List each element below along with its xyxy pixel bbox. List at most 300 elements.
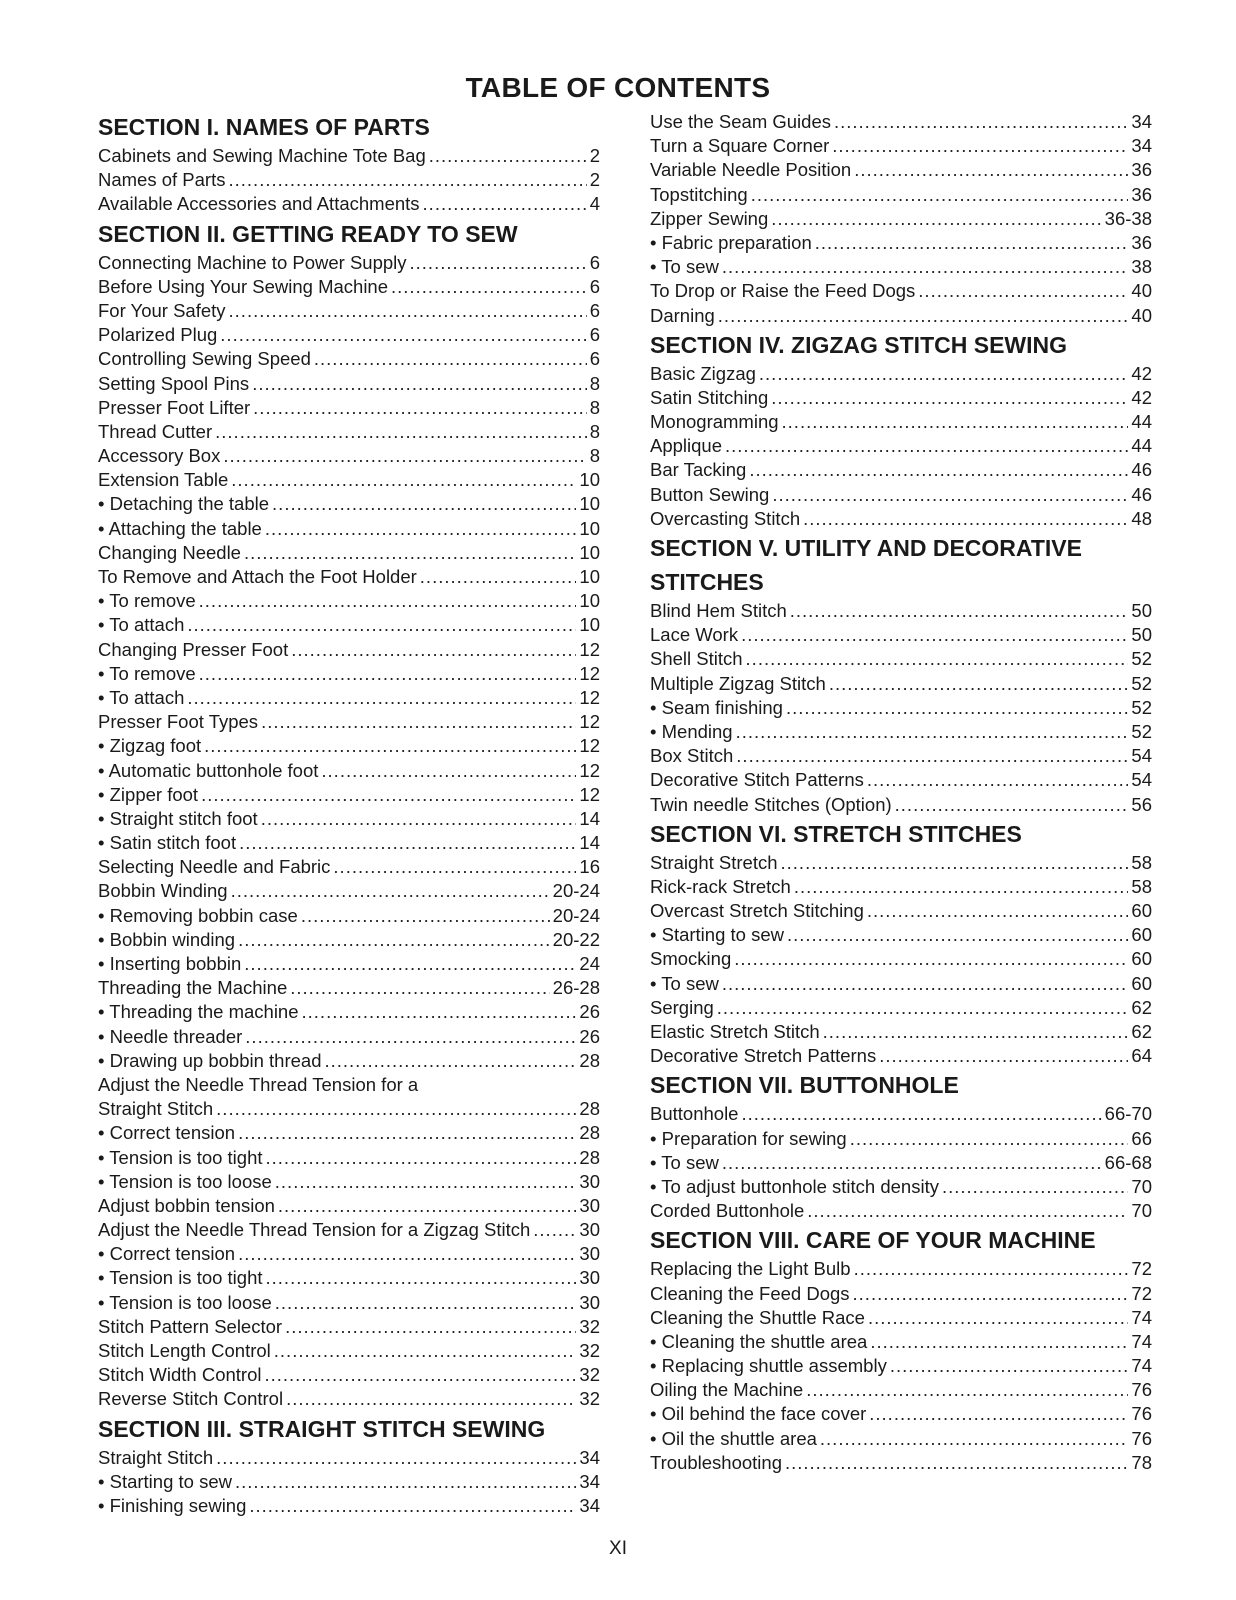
toc-entry-label: Buttonhole <box>650 1103 739 1125</box>
toc-entry-page: 66-68 <box>1104 1151 1152 1173</box>
dot-leader <box>772 483 1128 507</box>
toc-entry <box>98 1218 600 1242</box>
dot-leader <box>807 1199 1128 1223</box>
toc-entry-page: 6 <box>589 324 600 346</box>
toc-entry-page: 72 <box>1131 1258 1152 1280</box>
section-heading <box>650 531 1152 599</box>
toc-entry <box>98 565 600 589</box>
dot-leader <box>266 1146 577 1170</box>
toc-entry-page: 34 <box>1131 135 1152 157</box>
dot-leader <box>199 589 577 613</box>
dot-leader <box>751 183 1129 207</box>
dot-leader <box>238 1242 576 1266</box>
dot-leader <box>736 744 1128 768</box>
toc-entry-label: • Straight stitch foot <box>98 807 258 829</box>
dot-leader <box>410 251 587 275</box>
toc-entry-page: 66-70 <box>1104 1103 1152 1125</box>
toc-entry-label: Straight Stitch <box>98 1098 214 1120</box>
toc-entry <box>650 972 1152 996</box>
dot-leader <box>782 410 1129 434</box>
toc-entry-label: • Satin stitch foot <box>98 832 237 854</box>
section-heading-line: SECTION IV. ZIGZAG STITCH SEWING <box>650 331 1068 358</box>
toc-entry <box>650 1402 1152 1426</box>
toc-entry-page: 50 <box>1131 600 1152 621</box>
toc-entry-label: Thread Cutter <box>98 420 213 442</box>
dot-leader <box>265 517 577 541</box>
toc-entry-page: 30 <box>579 1243 600 1265</box>
toc-entry <box>98 1387 600 1411</box>
dot-leader <box>216 1446 576 1470</box>
toc-entry <box>98 1170 600 1194</box>
toc-entry-label: • Starting to sew <box>650 924 784 946</box>
toc-entry <box>98 1339 600 1363</box>
dot-leader <box>722 972 1129 996</box>
toc-entry-label: Smocking <box>650 948 732 970</box>
dot-leader <box>187 613 576 637</box>
toc-entry-page: 74 <box>1131 1330 1152 1352</box>
section-heading <box>650 1068 1152 1102</box>
dot-leader <box>736 720 1129 744</box>
dot-leader <box>722 1151 1102 1175</box>
toc-entry <box>650 1306 1152 1330</box>
toc-entry-page: 58 <box>1131 851 1152 873</box>
toc-entry-page: 58 <box>1131 875 1152 897</box>
toc-entry-page: 14 <box>579 807 600 829</box>
toc-entry-label: Satin Stitching <box>650 386 769 408</box>
dot-leader <box>867 899 1129 923</box>
toc-entry <box>98 1049 600 1073</box>
toc-entry-page: 60 <box>1131 900 1152 922</box>
toc-entry-page: 34 <box>579 1470 600 1492</box>
toc-entry-page: 10 <box>579 614 600 636</box>
toc-entry <box>650 1127 1152 1151</box>
dot-leader <box>790 599 1129 623</box>
dot-leader <box>235 1470 576 1494</box>
toc-entry-page: 36-38 <box>1104 207 1152 229</box>
toc-entry-label: Multiple Zigzag Stitch <box>650 672 826 694</box>
toc-entry-page: 30 <box>579 1219 600 1241</box>
toc-entry <box>650 696 1152 720</box>
toc-entry <box>650 231 1152 255</box>
dot-leader <box>718 304 1129 328</box>
dot-leader <box>785 1451 1128 1475</box>
toc-entry <box>650 1257 1152 1281</box>
toc-entry <box>650 899 1152 923</box>
toc-entry-page: 76 <box>1131 1379 1152 1401</box>
toc-entry <box>650 599 1152 623</box>
dot-leader <box>850 1127 1129 1151</box>
section-heading-line: SECTION II. GETTING READY TO SEW <box>98 220 518 247</box>
dot-leader <box>264 1363 576 1387</box>
dot-leader <box>272 492 576 516</box>
toc-entry-page: 66 <box>1131 1127 1152 1149</box>
toc-entry-page: 12 <box>579 686 600 708</box>
dot-leader <box>275 1291 577 1315</box>
toc-entry <box>98 1097 600 1121</box>
toc-entry-page: 36 <box>1131 231 1152 253</box>
dot-leader <box>291 638 576 662</box>
toc-entry-label: Monogramming <box>650 411 779 433</box>
dot-leader <box>794 875 1129 899</box>
dot-leader <box>238 928 550 952</box>
toc-entry-label: Elastic Stretch Stitch <box>650 1021 820 1042</box>
toc-entry-label: • Starting to sew <box>98 1470 232 1492</box>
toc-entry-label: Adjust the Needle Thread Tension for a <box>98 1073 419 1095</box>
toc-entry-label: • Threading the machine <box>98 1001 299 1023</box>
toc-entry-label: • Tension is too loose <box>98 1291 272 1313</box>
toc-entry <box>650 1378 1152 1402</box>
dot-leader <box>746 647 1129 671</box>
toc-entry-page: 60 <box>1131 948 1152 970</box>
section-heading-line: SECTION V. UTILITY AND DECORATIVE <box>650 535 1082 561</box>
toc-entry-label: • Correct tension <box>98 1243 236 1265</box>
toc-entry-page: 32 <box>579 1315 600 1337</box>
dot-leader <box>286 1387 576 1411</box>
toc-entry <box>98 831 600 855</box>
dot-leader <box>854 158 1128 182</box>
toc-entry-page: 12 <box>579 735 600 757</box>
toc-entry-label: Use the Seam Guides <box>650 111 831 132</box>
dot-leader <box>290 976 549 1000</box>
toc-entry-page: 8 <box>589 396 600 418</box>
toc-entry-page: 32 <box>579 1340 600 1361</box>
toc-entry-label: Adjust bobbin tension <box>98 1194 275 1216</box>
toc-entry-page: 54 <box>1131 745 1152 767</box>
toc-entry <box>98 952 600 976</box>
toc-entry-label: Corded Buttonhole <box>650 1200 805 1222</box>
toc-entry-page: 76 <box>1131 1403 1152 1425</box>
toc-entry <box>98 807 600 831</box>
dot-leader <box>741 623 1128 647</box>
toc-entry <box>98 710 600 734</box>
page-title: TABLE OF CONTENTS <box>465 72 771 103</box>
toc-entry-page: 26 <box>579 1001 600 1023</box>
dot-leader <box>245 1025 576 1049</box>
toc-entry-page: 10 <box>579 517 600 539</box>
toc-entry-page: 8 <box>589 420 600 442</box>
toc-entry-label: To Drop or Raise the Feed Dogs <box>650 280 916 302</box>
toc-entry <box>650 996 1152 1020</box>
toc-entry-label: Polarized Plug <box>98 324 218 346</box>
toc-entry-page: 54 <box>1131 769 1152 791</box>
toc-entry-label: Shell Stitch <box>650 648 743 670</box>
toc-entry-label: • To sew <box>650 972 719 994</box>
dot-leader <box>244 541 576 565</box>
toc-entry-page: 28 <box>579 1049 600 1071</box>
toc-entry-page: 70 <box>1131 1200 1152 1222</box>
section-heading-line: SECTION VI. STRETCH STITCHES <box>650 820 1022 847</box>
toc-entry-page: 52 <box>1131 648 1152 670</box>
toc-entry-page: 20-24 <box>552 880 600 902</box>
toc-entry-page: 8 <box>589 445 600 467</box>
toc-entry-page: 26-28 <box>552 977 600 999</box>
toc-entry <box>650 1330 1152 1354</box>
dot-leader <box>223 444 586 468</box>
toc-entry-page: 30 <box>579 1291 600 1313</box>
dot-leader <box>725 434 1128 458</box>
toc-entry-label: • Cleaning the shuttle area <box>650 1330 868 1352</box>
toc-entry-label: Variable Needle Position <box>650 159 852 181</box>
toc-entry-page: 10 <box>579 469 600 491</box>
dot-leader <box>741 1102 1101 1126</box>
toc-entry <box>650 110 1152 134</box>
dot-leader <box>253 396 587 420</box>
dot-leader <box>261 710 576 734</box>
toc-entry <box>650 672 1152 696</box>
dot-leader <box>199 662 577 686</box>
toc-entry-label: • Correct tension <box>98 1122 236 1144</box>
dot-leader <box>787 923 1128 947</box>
toc-entry-label: Changing Needle <box>98 541 241 563</box>
toc-entry-page: 10 <box>579 566 600 587</box>
toc-entry <box>650 768 1152 792</box>
toc-entry-page: 34 <box>1131 111 1152 132</box>
toc-entry-page: 44 <box>1131 411 1152 433</box>
toc-entry-page: 60 <box>1131 972 1152 994</box>
toc-entry-page: 26 <box>579 1025 600 1047</box>
section-heading-line: SECTION I. NAMES OF PARTS <box>98 114 430 140</box>
toc-entry-label: Presser Foot Lifter <box>98 396 251 418</box>
dot-leader <box>942 1175 1128 1199</box>
toc-entry <box>650 483 1152 507</box>
toc-entry-label: • Mending <box>650 720 733 742</box>
toc-entry <box>98 1494 600 1518</box>
toc-entry-label: Selecting Needle and Fabric <box>98 856 331 878</box>
toc-entry-page: 28 <box>579 1122 600 1144</box>
toc-entry <box>98 192 600 216</box>
toc-entry <box>650 1427 1152 1451</box>
toc-entry-label: Basic Zigzag <box>650 362 756 384</box>
toc-entry <box>650 386 1152 410</box>
toc-entry <box>650 947 1152 971</box>
toc-entry-page: 6 <box>589 275 600 297</box>
toc-entry-page: 6 <box>589 299 600 321</box>
toc-entry-page: 46 <box>1131 483 1152 505</box>
toc-entry-page: 10 <box>579 493 600 515</box>
toc-entry <box>98 1194 600 1218</box>
toc-entry-label: • Tension is too tight <box>98 1146 263 1168</box>
toc-entry <box>650 1044 1152 1068</box>
toc-entry-page: 36 <box>1131 159 1152 181</box>
toc-entry-label: • To attach <box>98 686 185 708</box>
toc-entry <box>98 517 600 541</box>
toc-entry-label: • Bobbin winding <box>98 928 236 950</box>
toc-entry-page: 28 <box>579 1146 600 1168</box>
toc-entry <box>650 304 1152 328</box>
toc-entry <box>98 1000 600 1024</box>
toc-entry-label: • Zipper foot <box>98 783 199 805</box>
toc-entry-label: • Drawing up bobbin thread <box>98 1049 322 1071</box>
dot-leader <box>266 1266 577 1290</box>
dot-leader <box>759 362 1129 386</box>
dot-leader <box>215 420 587 444</box>
toc-entry <box>650 1151 1152 1175</box>
toc-entry <box>650 279 1152 303</box>
toc-entry-page: 30 <box>579 1170 600 1192</box>
toc-entry-page: 42 <box>1131 386 1152 408</box>
toc-entry <box>98 638 600 662</box>
toc-entry-label: • To remove <box>98 590 196 612</box>
section-heading-line: SECTION VII. BUTTONHOLE <box>650 1072 959 1099</box>
toc-entry <box>98 1446 600 1470</box>
toc-entry-label: Connecting Machine to Power Supply <box>98 251 407 273</box>
dot-leader <box>823 1020 1129 1044</box>
dot-leader <box>231 879 550 903</box>
toc-right-column <box>650 110 1152 1475</box>
dot-leader <box>204 734 576 758</box>
toc-entry <box>98 1266 600 1290</box>
toc-entry <box>98 347 600 371</box>
toc-entry-page: 40 <box>1131 280 1152 302</box>
toc-entry-label: • Attaching the table <box>98 517 262 539</box>
toc-entry-page: 76 <box>1131 1427 1152 1449</box>
toc-entry <box>98 783 600 807</box>
toc-entry <box>650 923 1152 947</box>
dot-leader <box>803 507 1128 531</box>
toc-entry <box>650 255 1152 279</box>
toc-entry <box>98 1315 600 1339</box>
toc-entry-label: To Remove and Attach the Foot Holder <box>98 566 417 587</box>
toc-entry-page: 4 <box>589 193 600 215</box>
toc-entry <box>650 1199 1152 1223</box>
toc-entry-label: • Removing bobbin case <box>98 904 298 926</box>
dot-leader <box>231 468 576 492</box>
page-number: XI <box>609 1538 627 1559</box>
toc-entry <box>98 855 600 879</box>
toc-entry-page: 6 <box>589 348 600 370</box>
dot-leader <box>854 1257 1129 1281</box>
toc-entry-label: Accessory Box <box>98 445 221 467</box>
toc-entry <box>650 623 1152 647</box>
toc-entry-label: Lace Work <box>650 624 739 646</box>
toc-entry <box>650 1175 1152 1199</box>
toc-entry <box>650 851 1152 875</box>
toc-entry <box>98 976 600 1000</box>
dot-leader <box>806 1378 1128 1402</box>
toc-entry-label: • To attach <box>98 614 185 636</box>
toc-entry-page: 34 <box>579 1446 600 1468</box>
toc-entry-label: • To sew <box>650 256 719 278</box>
toc-entry-label: Blind Hem Stitch <box>650 600 787 621</box>
toc-entry <box>650 1020 1152 1044</box>
toc-entry-page: 30 <box>579 1267 600 1289</box>
toc-entry-page: 60 <box>1131 924 1152 946</box>
toc-entry-page: 10 <box>579 541 600 563</box>
dot-leader <box>249 1494 576 1518</box>
dot-leader <box>918 279 1128 303</box>
toc-entry-label: Controlling Sewing Speed <box>98 348 311 370</box>
toc-entry-label: Applique <box>650 435 723 457</box>
toc-entry <box>98 1242 600 1266</box>
toc-entry <box>650 1282 1152 1306</box>
toc-entry-page: 48 <box>1131 507 1152 529</box>
dot-leader <box>423 192 587 216</box>
toc-entry <box>98 1025 600 1049</box>
toc-entry <box>650 647 1152 671</box>
toc-entry-label: Rick-rack Stretch <box>650 875 791 897</box>
toc-entry-page: 12 <box>579 759 600 781</box>
toc-entry-page: 44 <box>1131 435 1152 457</box>
toc-entry <box>98 372 600 396</box>
toc-entry-page: 36 <box>1131 183 1152 205</box>
toc-entry-label: For Your Safety <box>98 299 226 321</box>
dot-leader <box>274 1339 577 1363</box>
toc-entry <box>98 904 600 928</box>
toc-entry-page: 32 <box>579 1388 600 1410</box>
toc-entry-label: • Detaching the table <box>98 493 270 515</box>
toc-entry <box>650 458 1152 482</box>
toc-entry <box>98 1121 600 1145</box>
toc-entry-label: Overcast Stretch Stitching <box>650 900 864 922</box>
toc-entry-label: Box Stitch <box>650 745 734 767</box>
toc-entry-page: 8 <box>589 372 600 394</box>
toc-entry-page: 52 <box>1131 696 1152 718</box>
toc-entry-page: 12 <box>579 783 600 805</box>
dot-leader <box>261 807 577 831</box>
dot-leader <box>815 231 1129 255</box>
toc-entry-label: • Automatic buttonhole foot <box>98 759 319 781</box>
dot-leader <box>834 110 1128 134</box>
toc-entry-label: • Finishing sewing <box>98 1494 247 1516</box>
dot-leader <box>301 904 550 928</box>
toc-entry-label: Zipper Sewing <box>650 207 769 229</box>
toc-entry-label: Darning <box>650 304 715 326</box>
toc-entry-label: Decorative Stitch Patterns <box>650 769 864 791</box>
dot-leader <box>238 1121 576 1145</box>
dot-leader <box>722 255 1129 279</box>
toc-entry <box>650 720 1152 744</box>
dot-leader <box>820 1427 1129 1451</box>
section-heading <box>650 817 1152 851</box>
toc-entry <box>98 299 600 323</box>
toc-entry-page: 52 <box>1131 720 1152 742</box>
dot-leader <box>781 851 1129 875</box>
toc-entry <box>98 613 600 637</box>
dot-leader <box>275 1170 577 1194</box>
toc-entry-page: 78 <box>1131 1451 1152 1473</box>
toc-entry-page: 16 <box>579 856 600 878</box>
toc-entry-page: 56 <box>1131 793 1152 815</box>
dot-leader <box>252 372 587 396</box>
dot-leader <box>229 168 587 192</box>
dot-leader <box>314 347 587 371</box>
toc-entry <box>98 468 600 492</box>
toc-entry-label: Twin needle Stitches (Option) <box>650 793 892 815</box>
dot-leader <box>278 1194 577 1218</box>
toc-entry <box>650 410 1152 434</box>
toc-entry-label: Names of Parts <box>98 169 226 191</box>
toc-entry-page: 20-24 <box>552 904 600 926</box>
toc-entry <box>98 662 600 686</box>
toc-entry-label: Setting Spool Pins <box>98 372 250 394</box>
toc-entry-label: Presser Foot Types <box>98 711 259 733</box>
toc-entry-page: 12 <box>579 662 600 684</box>
toc-entry-label: • Zigzag foot <box>98 735 202 757</box>
toc-entry-label: Cleaning the Shuttle Race <box>650 1306 865 1328</box>
section-heading-line: SECTION III. STRAIGHT STITCH SEWING <box>98 1415 546 1442</box>
dot-leader <box>717 996 1129 1020</box>
toc-entry-label: • Seam finishing <box>650 696 783 718</box>
toc-entry <box>650 507 1152 531</box>
toc-entry-label: • To sew <box>650 1151 719 1173</box>
dot-leader <box>867 768 1129 792</box>
dot-leader <box>429 144 587 168</box>
dot-leader <box>201 783 576 807</box>
dot-leader <box>244 952 576 976</box>
toc-entry-label: • Oil behind the face cover <box>650 1403 867 1425</box>
dot-leader <box>285 1315 576 1339</box>
toc-entry <box>98 168 600 192</box>
